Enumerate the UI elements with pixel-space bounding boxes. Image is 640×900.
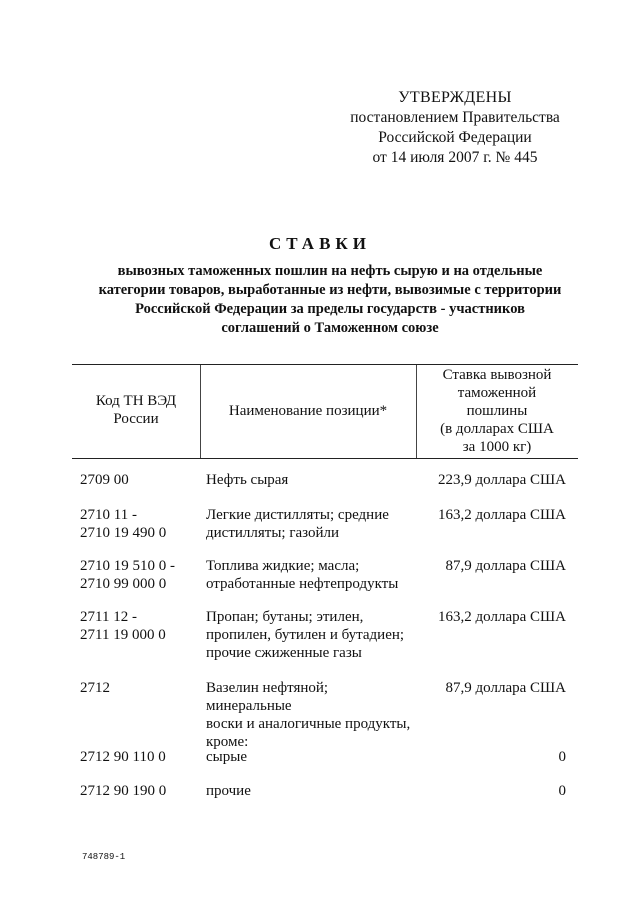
header-rate-line: за 1000 кг) — [462, 439, 532, 455]
table-row-code — [80, 782, 200, 800]
header-code-line: Код ТН ВЭД — [95, 393, 177, 409]
name-line: Топлива жидкие; масла; — [206, 558, 360, 574]
table-row-code — [80, 471, 200, 489]
table-row-name — [206, 506, 412, 542]
name-line: Пропан; бутаны; этилен, — [206, 609, 364, 625]
approval-line: от 14 июля 2007 г. № 445 — [372, 149, 538, 166]
name-line: прочие сжиженные газы — [206, 645, 362, 661]
name-line: Легкие дистилляты; средние — [206, 507, 389, 523]
table-header-rule — [72, 458, 578, 459]
table-row-name — [206, 557, 412, 593]
approval-heading: УТВЕРЖДЕНЫ — [398, 89, 512, 106]
table-row-name — [206, 679, 412, 751]
approval-block — [330, 88, 580, 168]
name-line: кроме: — [206, 734, 249, 750]
table-row-name — [206, 471, 412, 489]
table-top-rule — [72, 364, 578, 365]
table-row-rate: 0 — [558, 783, 566, 799]
code-line: 2709 00 — [80, 472, 129, 488]
subtitle-line: соглашений о Таможенном союзе — [221, 320, 439, 336]
table-row-code — [80, 679, 200, 697]
approval-line: постановлением Правительства — [350, 109, 560, 126]
table-row-name — [206, 782, 412, 800]
table-row-rate: 87,9 доллара США — [445, 558, 566, 574]
table-row-rate: 0 — [558, 749, 566, 765]
name-line: дистилляты; газойли — [206, 525, 340, 541]
header-rate-line: пошлины — [466, 403, 528, 419]
name-line: Вазелин нефтяной; минеральные — [206, 680, 329, 714]
header-code — [72, 392, 200, 428]
code-line: 2711 12 - — [80, 609, 137, 625]
header-rate-line: Ставка вывозной — [442, 367, 552, 383]
name-line: прочие — [206, 783, 251, 799]
table-row-rate: 223,9 доллара США — [438, 472, 566, 488]
code-line: 2710 19 510 0 - — [80, 558, 175, 574]
table-row-name — [206, 608, 412, 662]
header-rate-line: таможенной — [457, 385, 537, 401]
code-line: 2710 11 - — [80, 507, 137, 523]
header-name: Наименование позиции* — [228, 403, 388, 419]
code-line: 2710 19 490 0 — [80, 525, 167, 541]
approval-line: Российской Федерации — [378, 129, 532, 146]
document-title: СТАВКИ — [269, 234, 371, 253]
name-line: воски и аналогичные продукты, — [206, 716, 411, 732]
table-row-name — [206, 748, 412, 766]
name-line: пропилен, бутилен и бутадиен; — [206, 627, 405, 643]
header-rate-line: (в долларах США — [440, 421, 554, 437]
table-row-code — [80, 557, 200, 593]
code-line: 2712 90 110 0 — [80, 749, 166, 765]
name-line: сырые — [206, 749, 247, 765]
table-row-rate: 87,9 доллара США — [445, 680, 566, 696]
subtitle-line: категории товаров, выработанные из нефти, вывозимые с территории — [98, 282, 562, 298]
name-line: Нефть сырая — [206, 472, 289, 488]
table-row-code — [80, 748, 200, 766]
header-code-line: России — [113, 411, 159, 427]
document-subtitle — [80, 262, 580, 338]
subtitle-line: Российской Федерации за пределы государств - участников — [135, 301, 525, 317]
table-row-rate: 163,2 доллара США — [438, 507, 566, 523]
code-line: 2710 99 000 0 — [80, 576, 167, 592]
header-rate — [416, 366, 578, 456]
code-line: 2711 19 000 0 — [80, 627, 166, 643]
code-line: 2712 90 190 0 — [80, 783, 167, 799]
table-row-code — [80, 608, 200, 644]
name-line: отработанные нефтепродукты — [206, 576, 399, 592]
table-row-code — [80, 506, 200, 542]
code-line: 2712 — [80, 680, 110, 696]
table-row-rate: 163,2 доллара США — [438, 609, 566, 625]
document-number: 748789-1 — [82, 852, 126, 862]
subtitle-line: вывозных таможенных пошлин на нефть сырую и на отдельные — [117, 263, 543, 279]
